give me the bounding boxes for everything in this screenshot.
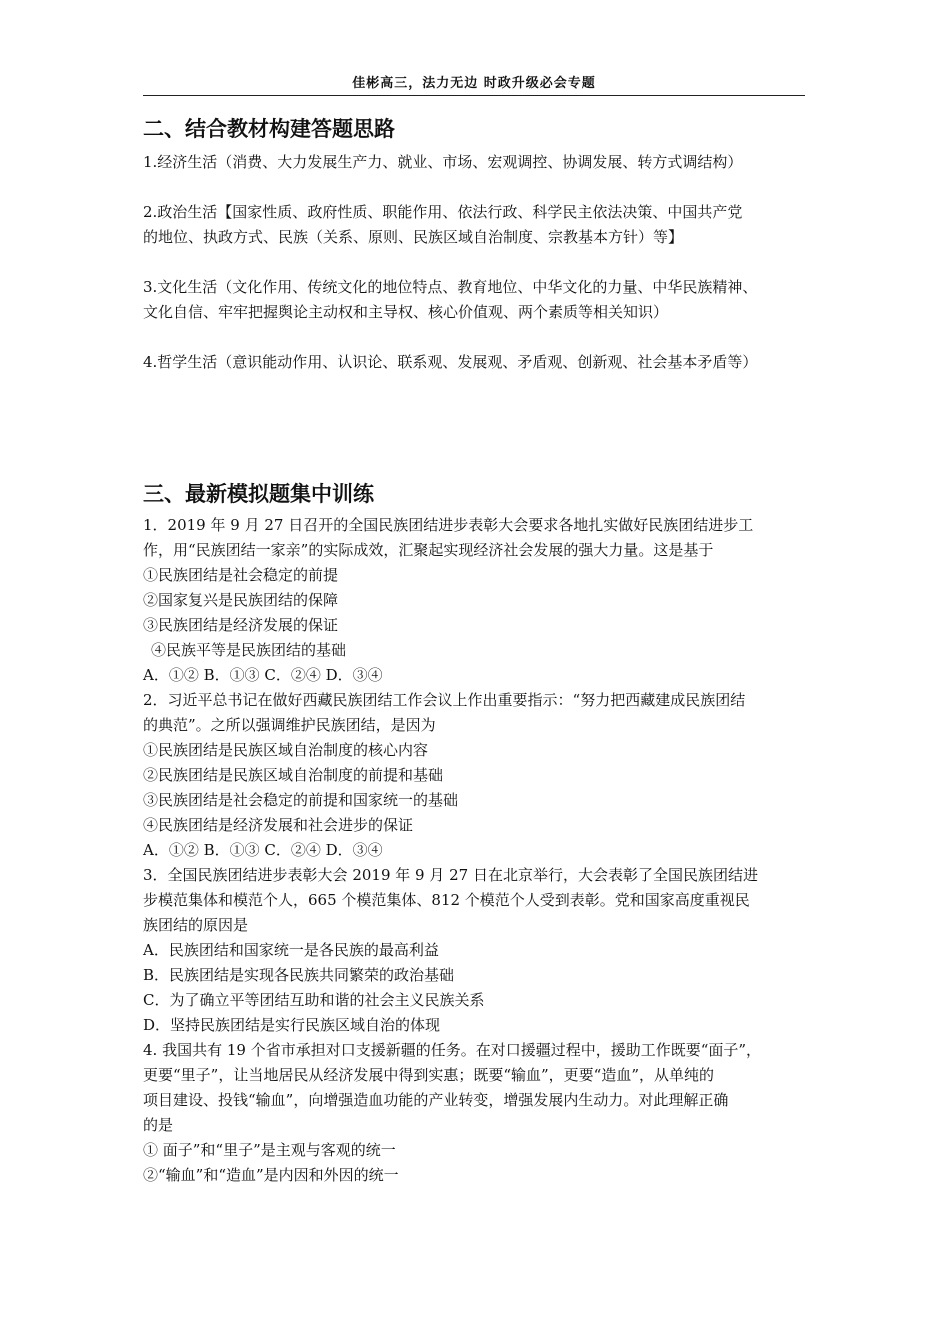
section-2-line: 文化自信、牢牢把握舆论主动权和主导权、核心价值观、两个素质等相关知识） [143, 303, 669, 321]
section-2-line: 4.哲学生活（意识能动作用、认识论、联系观、发展观、矛盾观、创新观、社会基本矛盾等） [143, 353, 758, 371]
header-divider [143, 95, 805, 96]
section-2-item [143, 150, 808, 175]
question-stem-line: 的典范”。之所以强调维护民族团结，是因为 [143, 716, 436, 734]
page-header: 佳彬高三，法力无边 时政升级必会专题 [352, 76, 596, 91]
section-2-title: 二、结合教材构建答题思路 [143, 117, 395, 141]
question-stem-line: 项目建设、投钱“输血”，向增强造血功能的产业转变，增强发展内生动力。对此理解正确 [143, 1091, 729, 1109]
section-2-item [143, 350, 808, 375]
section-2-line: 3.文化生活（文化作用、传统文化的地位特点、教育地位、中华文化的力量、中华民族精神、 [143, 278, 758, 296]
question-stem-line: 3．全国民族团结进步表彰大会 2019 年 9 月 27 日在北京举行，大会表彰了全国民族团结进 [143, 866, 758, 884]
document-body [143, 112, 808, 1188]
question-stem-line: 步模范集体和模范个人，665 个模范集体、812 个模范个人受到表彰。党和国家高度重视民 [143, 891, 750, 909]
section-2-item [143, 200, 808, 250]
question-stem-line: 2．习近平总书记在做好西藏民族团结工作会议上作出重要指示：“努力把西藏建成民族团结 [143, 691, 746, 709]
question-option: ②民族团结是民族区域自治制度的前提和基础 [143, 766, 444, 784]
section-2-line: 1.经济生活（消费、大力发展生产力、就业、市场、宏观调控、协调发展、转方式调结构） [143, 153, 743, 171]
question-3 [143, 863, 808, 1038]
section-3-title: 三、最新模拟题集中训练 [143, 482, 374, 506]
question-stem-line: 1．2019 年 9 月 27 日召开的全国民族团结进步表彰大会要求各地扎实做好民族团结进步工 [143, 516, 754, 534]
question-stem-line: 4. 我国共有 19 个省市承担对口支援新疆的任务。在对口援疆过程中，援助工作既要“面子”， [143, 1041, 762, 1059]
question-option: ① 面子”和“里子”是主观与客观的统一 [143, 1141, 396, 1159]
question-choices: A．①② B．①③ C．②④ D．③④ [143, 841, 383, 859]
question-option: B．民族团结是实现各民族共同繁荣的政治基础 [143, 966, 455, 984]
question-option: ③民族团结是社会稳定的前提和国家统一的基础 [143, 791, 459, 809]
section-2-line: 2.政治生活【国家性质、政府性质、职能作用、依法行政、科学民主依法决策、中国共产党 [143, 203, 743, 221]
section-2-line: 的地位、执政方式、民族（关系、原则、民族区域自治制度、宗教基本方针）等】 [143, 228, 684, 246]
section-2-item [143, 275, 808, 325]
question-1 [143, 513, 808, 688]
question-4 [143, 1038, 808, 1188]
question-option: C．为了确立平等团结互助和谐的社会主义民族关系 [143, 991, 485, 1009]
question-option: ④民族团结是经济发展和社会进步的保证 [143, 816, 414, 834]
question-option: ②“输血”和“造血”是内因和外因的统一 [143, 1166, 399, 1184]
question-option: ④民族平等是民族团结的基础 [151, 641, 347, 659]
question-stem-line: 更要“里子”，让当地居民从经济发展中得到实惠；既要“输血”，更要“造血”，从单纯的 [143, 1066, 715, 1084]
question-option: A．民族团结和国家统一是各民族的最高利益 [143, 941, 439, 959]
question-option: ③民族团结是经济发展的保证 [143, 616, 339, 634]
question-choices: A．①② B．①③ C．②④ D．③④ [143, 666, 383, 684]
question-option: ①民族团结是民族区域自治制度的核心内容 [143, 741, 429, 759]
question-option: ①民族团结是社会稳定的前提 [143, 566, 339, 584]
question-2 [143, 688, 808, 863]
question-stem-line: 的是 [143, 1116, 174, 1134]
question-stem-line: 作，用“民族团结一家亲”的实际成效，汇聚起实现经济社会发展的强大力量。这是基于 [143, 541, 714, 559]
question-option: ②国家复兴是民族团结的保障 [143, 591, 339, 609]
question-option: D．坚持民族团结是实行民族区域自治的体现 [143, 1016, 441, 1034]
question-stem-line: 族团结的原因是 [143, 916, 249, 934]
